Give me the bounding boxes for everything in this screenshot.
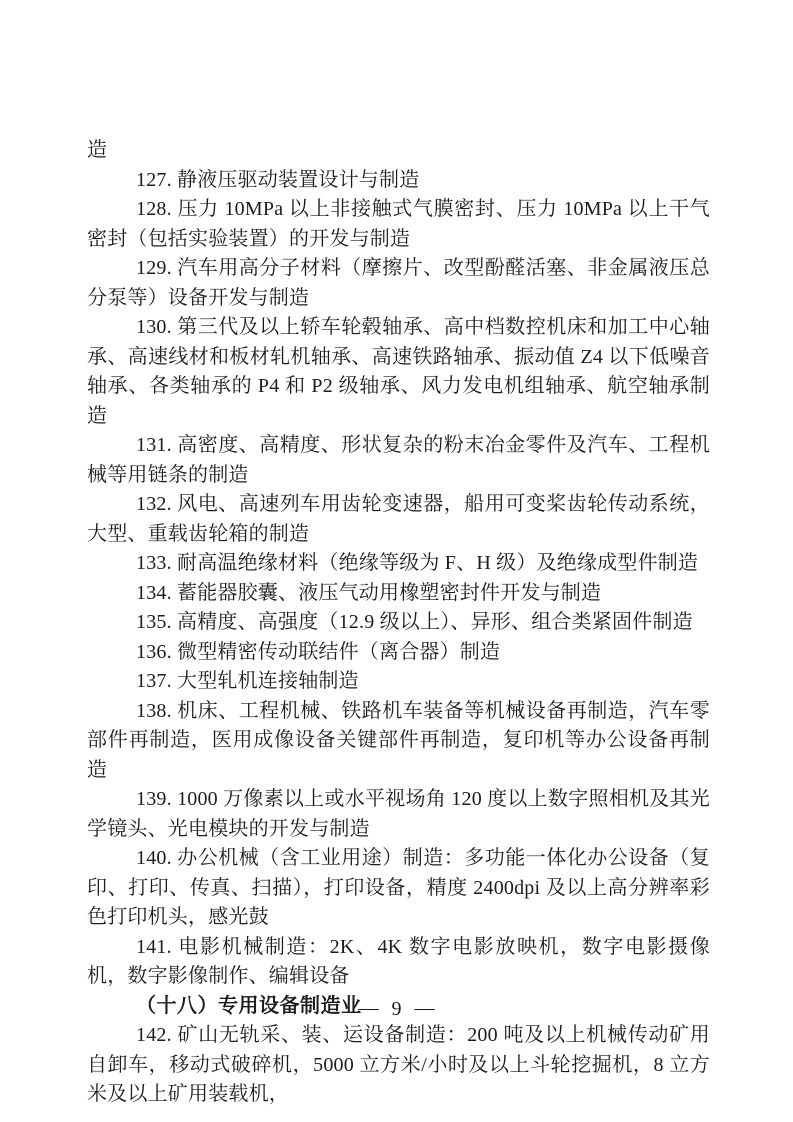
list-item-paragraph: 138. 机床、工程机械、铁路机车装备等机械设备再制造，汽车零部件再制造，医用成像设备关键部件再制造，复印机等办公设备再制造 [87, 699, 710, 781]
page-footer [0, 997, 793, 1021]
list-item-paragraph: 128. 压力 10MPa 以上非接触式气膜密封、压力 10MPa 以上干气密封（包括实验装置）的开发与制造 [87, 198, 710, 250]
list-item-paragraph: 141. 电影机械制造：2K、4K 数字电影放映机，数字电影摄像机，数字影像制作、编辑设备 [87, 935, 710, 987]
list-item-paragraph: 130. 第三代及以上轿车轮毂轴承、高中档数控机床和加工中心轴承、高速线材和板材轧机轴承、高速铁路轴承、振动值 Z4 以下低噪音轴承、各类轴承的 P4 和 P2 级轴承、风力发电机组轴承、航空轴承制造 [87, 316, 710, 427]
section-heading: （十八）专用设备制造业 [136, 994, 362, 1017]
list-item-paragraph: 133. 耐高温绝缘材料（绝缘等级为 F、H 级）及绝缘成型件制造 [136, 552, 699, 574]
list-item-paragraph: 135. 高精度、高强度（12.9 级以上）、异形、组合类紧固件制造 [136, 611, 693, 633]
list-item-paragraph: 127. 静液压驱动装置设计与制造 [136, 168, 420, 191]
list-item-paragraph: 136. 微型精密传动联结件（离合器）制造 [136, 640, 501, 663]
list-item-paragraph: 139. 1000 万像素以上或水平视场角 120 度以上数字照相机及其光学镜头、光电模块的开发与制造 [87, 788, 710, 840]
list-item-paragraph: 137. 大型轧机连接轴制造 [136, 670, 359, 692]
footer-dash-right: — [414, 997, 435, 1019]
list-item-paragraph: 131. 高密度、高精度、形状复杂的粉末冶金零件及汽车、工程机械等用链条的制造 [87, 434, 710, 486]
list-item-paragraph: 129. 汽车用高分子材料（摩擦片、改型酚醛活塞、非金属液压总分泵等）设备开发与制造 [87, 257, 710, 309]
footer-dash-left: — [358, 997, 379, 1019]
list-item-paragraph: 140. 办公机械（含工业用途）制造：多功能一体化办公设备（复印、打印、传真、扫描），打印设备，精度 2400dpi 及以上高分辨率彩色打印机头，感光鼓 [87, 847, 710, 928]
list-item-paragraph: 132. 风电、高速列车用齿轮变速器，船用可变桨齿轮传动系统，大型、重载齿轮箱的制造 [87, 493, 710, 545]
paragraph-continuation: 造 [87, 139, 108, 161]
list-item-paragraph: 134. 蓄能器胶囊、液压气动用橡塑密封件开发与制造 [136, 581, 602, 604]
page-number: 9 [391, 998, 402, 1020]
document-body [87, 136, 710, 1110]
list-item-paragraph: 142. 矿山无轨采、装、运设备制造：200 吨及以上机械传动矿用自卸车，移动式破碎机，5000 立方米/小时及以上斗轮挖掘机，8 立方米及以上矿用装载机， [87, 1024, 710, 1105]
